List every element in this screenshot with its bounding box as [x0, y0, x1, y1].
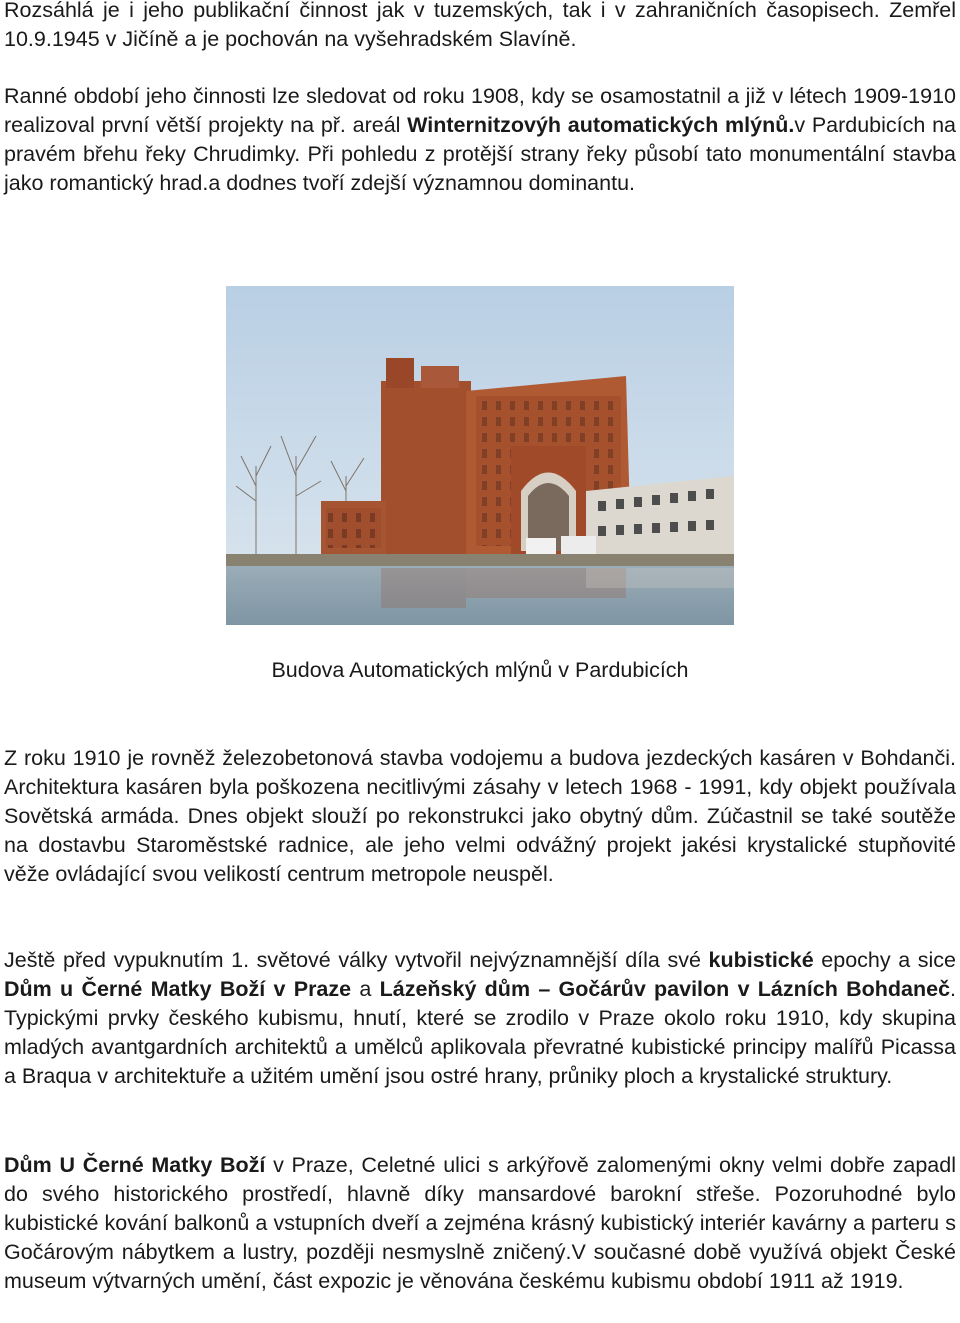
mill-building-photo — [226, 286, 734, 625]
bold-mills-name: Winternitzovýh automatických mlýnů. — [407, 113, 795, 137]
bold-spa-house: Lázeňský dům – Gočárův pavilon v Lázních Bohdaneč — [379, 977, 951, 1001]
figure-caption: Budova Automatických mlýnů v Pardubicích — [271, 658, 689, 682]
paragraph-1910-buildings — [4, 744, 956, 889]
paragraph-text: Ranné období jeho činnosti lze sledovat od roku 1908, kdy se osamostatnil a již v létech 1909-1910 realizoval první větší projekty na př. areál — [4, 84, 956, 137]
van — [561, 536, 596, 554]
bold-black-madonna-house: Dům U Černé Matky Boží — [4, 1153, 266, 1177]
white-hall — [586, 476, 734, 561]
paragraph-cubist-works — [4, 946, 956, 1091]
paragraph-text: Z roku 1910 je rovněž železobetonová stavba vodojemu a budova jezdeckých kasáren v Bohdanči. Architektura kasáren byla poškozena necitlivými zásahy v letech 1968 - 1991, kdy objekt používala Sovětská armáda. Dnes objekt slouží po rekonstrukci jako obytný dům. Zúčastnil se také soutěže na dostavbu Staroměstské radnice, ale jeho velmi odvážný projekt jakési krystalické stupňovité věže ovládající svou velikostí centrum metropole neuspěl. — [4, 746, 956, 886]
paragraph-text: . Typickými prvky českého kubismu, hnutí, které se zrodilo v Praze okolo roku 1910, kdy skupina mladých avantgardních architektů a umělců aplikovala převratné kubistické principy malířů Picassa a Braqua v architektuře a užitém umění jsou ostré hrany, průniky ploch a krystalické struktury. — [4, 977, 957, 1088]
paragraph-text: a — [351, 977, 380, 1001]
paragraph-text: Ještě před vypuknutím 1. světové války vytvořil nejvýznamnější díla své — [4, 948, 709, 972]
paragraph-early-period — [4, 82, 956, 198]
paragraph-publications — [4, 0, 956, 54]
bold-black-madonna-house: Dům u Černé Matky Boží v Praze — [4, 977, 352, 1001]
paragraph-black-madonna — [4, 1151, 956, 1296]
paragraph-text: Rozsáhlá je i jeho publikační činnost jak v tuzemských, tak i v zahraničních časopisech. Zemřel 10.9.1945 v Jičíně a je pochován na vyšehradském Slavíně. — [4, 0, 956, 51]
van — [526, 538, 556, 554]
paragraph-text: v Praze, Celetné ulici s arkýřově zalomenými okny velmi dobře zapadl do svého historického prostředí, hlavně díky mansardové barokní střeše. Pozoruhodné bylo kubistické kování balkonů a vstupních dveří a zejména krásný kubistický interiér kavárny a parteru s Gočárovým nábytkem a lustry, později nesmyslně zničený.V současné době využívá objekt České museum výtvarných umění, část expozic je věnována českému kubismu období 1911 až 1919. — [4, 1153, 956, 1293]
bold-cubist: kubistické — [708, 948, 814, 972]
river-bank — [226, 554, 734, 566]
paragraph-text: epochy a sice — [813, 948, 956, 972]
tower — [381, 381, 471, 556]
paragraph-text: v Pardubicích na pravém břehu řeky Chrudimky. Při pohledu z protější strany řeky působí tato monumentální stavba jako romantický hrad.a dodnes tvoří zdejší významnou dominantu. — [4, 113, 956, 195]
